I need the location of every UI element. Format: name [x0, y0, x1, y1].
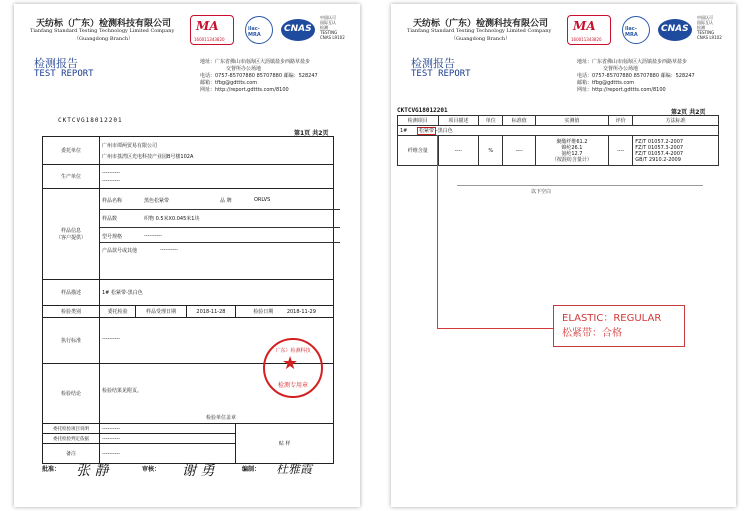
- fiber-eval: ----: [608, 136, 632, 166]
- cnas-label: CNAS: [284, 24, 312, 34]
- ilac-label: ilac-MRA: [248, 26, 261, 38]
- product-no-label: 产品款号或其他: [102, 248, 138, 254]
- cma-number: 160011343820: [571, 37, 602, 42]
- brand-value: ORLVS: [254, 197, 271, 203]
- callout-line-en: ELASTIC：REGULAR: [562, 313, 662, 324]
- report-page-1: [14, 4, 360, 507]
- approve-label: 批准：: [42, 466, 61, 473]
- page-number: 第2页 共2页: [671, 109, 706, 116]
- ilac-mra-logo: [622, 16, 650, 44]
- stamp-top-text: 广东）检测科技: [275, 348, 311, 354]
- report-info-table: [42, 136, 334, 464]
- ilac-label: ilac-MRA: [625, 26, 638, 38]
- report-title-cn: 检测报告: [411, 57, 455, 70]
- test-date-label: 检验日期: [253, 309, 274, 315]
- fiber-methods: FZ/T 01057.2-2007 FZ/T 01057.3-2007 FZ/T 01057.4-2007 GB/T 2910.2-2009: [633, 136, 719, 166]
- client-value: 广州市谭两贸易有限公司 广州市荔湾区光电科技产业园B号楼102A: [100, 137, 334, 165]
- seal-date-caption: 检验单位盖章: [206, 415, 237, 421]
- producer-label: 生产单位: [43, 165, 100, 189]
- review-label: 审核：: [142, 466, 161, 473]
- notes-value: ----------: [100, 444, 236, 464]
- callout-line-cn: 松紧带：合格: [562, 328, 622, 339]
- report-title-en: TEST REPORT: [411, 69, 471, 79]
- report-page-2: [391, 4, 736, 507]
- cnas-label: CNAS: [661, 24, 689, 34]
- page-number: 第1页 共2页: [294, 130, 329, 137]
- col-unit: 单位: [479, 116, 503, 126]
- sample-row: [398, 126, 719, 136]
- sample-info-label: 样品信息 （客户提供）: [43, 189, 100, 280]
- model-value: ----------: [144, 233, 163, 239]
- end-divider: [457, 185, 703, 186]
- draft-label: 编制：: [242, 466, 261, 473]
- product-no-value: ----------: [160, 247, 179, 253]
- sample-name-value: 黑色松紧带: [144, 198, 170, 204]
- test-type-label: 检验类别: [43, 306, 100, 318]
- remark2-label: 委托检验判定依据: [43, 434, 100, 444]
- company-name-en: Tianfang Standard Testing Technology Limited Company: [407, 28, 552, 34]
- draft-signature: 杜雅霞: [276, 462, 313, 476]
- table-row: [398, 136, 719, 166]
- col-item-desc: 项目描述: [438, 116, 479, 126]
- stamp-bottom-text: 检测专用章: [277, 382, 308, 389]
- col-method: 方法标准: [633, 116, 719, 126]
- conclusion-value: 检验结果见附页。: [102, 388, 143, 394]
- sample-name-label: 样品名称: [102, 198, 123, 204]
- fiber-std: ----: [503, 136, 535, 166]
- company-name-en: Tianfang Standard Testing Technology Limited Company: [30, 28, 175, 34]
- fiber-unit: %: [479, 136, 503, 166]
- contact-address: 地址：广东省佛山市南海区大沥镇盐步西路草盐步 交督所办公场地 电话：0757-85707880 85707880 邮编：528247 邮箱：tfbg@gdttts.com 网址：http://report.gdttts.com/8100: [577, 59, 695, 93]
- remark2-value: ----------: [100, 434, 236, 444]
- fiber-desc: ----: [438, 136, 479, 166]
- notes-label: 备注: [43, 444, 100, 464]
- cnas-logo: [658, 19, 692, 41]
- col-evaluation: 评价: [608, 116, 632, 126]
- receive-date-label: 样品受理日期: [136, 306, 187, 318]
- report-title-cn: 检测报告: [34, 57, 78, 70]
- sample-desc-value: 1# 松紧带-黑白色: [100, 280, 334, 306]
- report-number: CKTCVG18012201: [397, 107, 448, 114]
- cma-logo: MA 160011343820: [567, 15, 611, 45]
- col-standard: 标准值: [503, 116, 535, 126]
- receive-date-value: 2018-11-28: [186, 306, 235, 318]
- report-title-en: TEST REPORT: [34, 69, 94, 79]
- end-text: 以下空白: [531, 189, 552, 195]
- ilac-mra-logo: [245, 16, 273, 44]
- col-measured: 实测值: [535, 116, 608, 126]
- fiber-label: 纤维含量: [398, 136, 439, 166]
- company-name-cn: 天纺标（广东）检测科技有限公司: [36, 19, 172, 29]
- sample-index: 1#: [400, 128, 408, 134]
- quantity-label: 样品数: [102, 216, 118, 222]
- callout-box: [553, 305, 685, 347]
- callout-connector-horizontal: [437, 328, 553, 329]
- sample-info-cell: [100, 189, 334, 280]
- star-icon: ★: [282, 353, 299, 374]
- sample-highlight: 松紧带: [418, 128, 434, 134]
- test-type-value: 委托检验: [100, 306, 136, 318]
- brand-label: 品 牌: [220, 198, 232, 204]
- approve-signature: 张 静: [76, 463, 109, 479]
- producer-value: ---------- ----------: [100, 165, 334, 189]
- model-label: 型号规格: [102, 234, 123, 240]
- test-results-table: [397, 115, 719, 166]
- report-number: CKTCVG18012201: [58, 117, 123, 124]
- test-date-value: 2018-11-29: [286, 309, 316, 315]
- cnas-logo: [281, 19, 315, 41]
- col-test-item: 检测项目: [398, 116, 439, 126]
- sample-color: -黑白色: [435, 128, 453, 134]
- cnas-caption: 中国认可 国际互认 检测 TESTING CNAS L9102: [697, 15, 722, 40]
- test-date-cell: [236, 306, 334, 318]
- inspection-seal-stamp: [263, 338, 323, 398]
- sample-desc-label: 样品描述: [43, 280, 100, 306]
- remark1-label: 委托检验项目说明: [43, 424, 100, 434]
- company-branch-en: （Guangdong Branch）: [451, 36, 511, 42]
- standard-label: 执行标准: [43, 318, 100, 364]
- review-signature: 谢 勇: [182, 463, 215, 479]
- callout-text: [554, 306, 684, 346]
- sample-attach-cell: 贴 样: [236, 424, 334, 464]
- conclusion-label: 检验结论: [43, 364, 100, 424]
- fiber-results: 聚酯纤维61.2 锦纶26.1 氨纶12.7 （按混纺含量计）: [535, 136, 608, 166]
- contact-address: 地址：广东省佛山市南海区大沥镇盐步西路草盐步 交督所办公场地 电话：0757-85707880 85707880 邮编：528247 邮箱：tfbg@gdttts.com 网址：http://report.gdttts.com/8100: [200, 59, 318, 93]
- standard-value: ----------: [100, 318, 334, 364]
- callout-connector-vertical: [437, 135, 438, 329]
- cma-logo: MA 160011343820: [190, 15, 234, 45]
- cma-number: 160011343820: [194, 37, 225, 42]
- company-branch-en: （Guangdong Branch）: [74, 36, 134, 42]
- cnas-caption: 中国认可 国际互认 检测 TESTING CNAS L9102: [320, 15, 345, 40]
- remark1-value: ----------: [100, 424, 236, 434]
- quantity-value: 织物 0.5米X0.045米1块: [144, 216, 200, 222]
- client-label: 委托单位: [43, 137, 100, 165]
- company-name-cn: 天纺标（广东）检测科技有限公司: [413, 19, 549, 29]
